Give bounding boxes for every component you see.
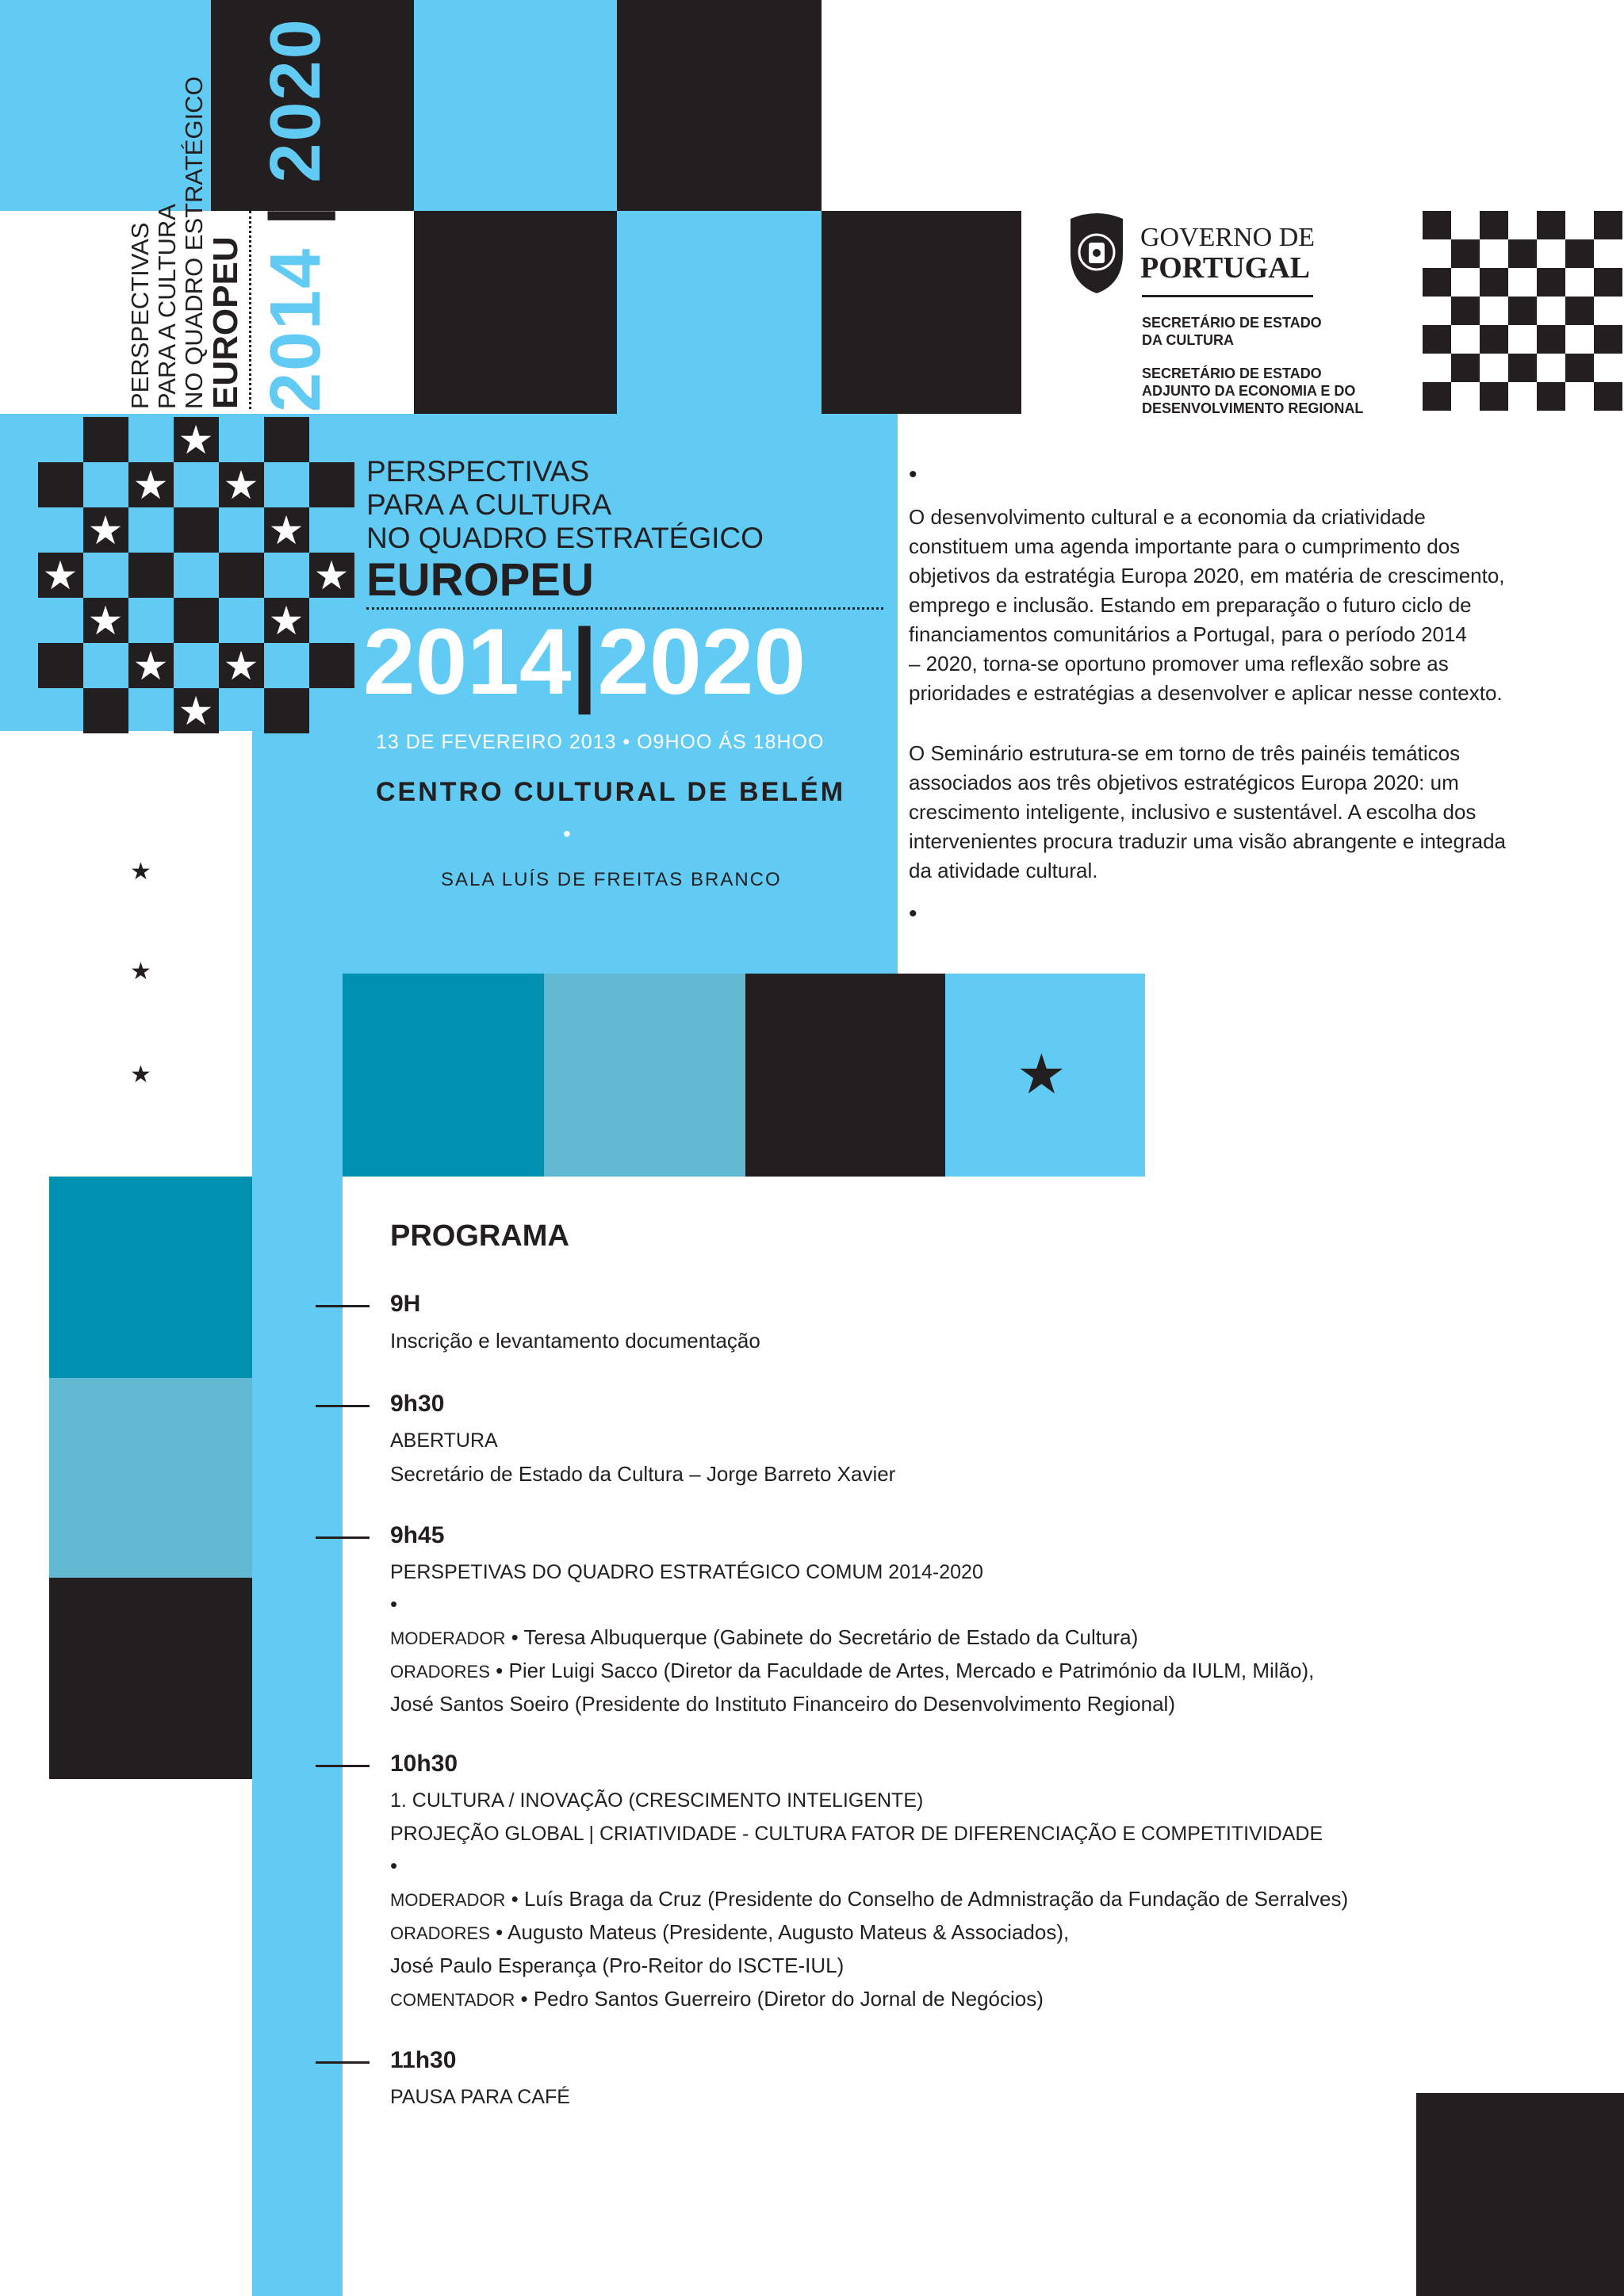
svg-text:★: ★ bbox=[87, 598, 124, 644]
program-oradores-cont: José Santos Soeiro (Presidente do Instituto Financeiro do Desenvolvimento Regional) bbox=[390, 1692, 1175, 1716]
hero-title bbox=[366, 455, 764, 606]
star-checkerboard bbox=[38, 417, 355, 734]
hero-year-start: 2014 bbox=[363, 610, 572, 714]
program-subtitle: PROJEÇÃO GLOBAL | CRIATIVIDADE - CULTURA FATOR DE DIFERENCIAÇÃO E COMPETITIVIDADE bbox=[390, 1823, 1323, 1845]
block-top-black-2 bbox=[617, 0, 822, 211]
program-oradores bbox=[390, 1654, 1314, 1689]
svg-text:★: ★ bbox=[268, 598, 304, 644]
program-moderador bbox=[390, 1621, 1138, 1655]
role-text: • Pedro Santos Guerreiro (Diretor do Jornal de Negócios) bbox=[515, 1987, 1044, 2011]
small-checkerboard bbox=[1423, 211, 1624, 414]
program-text: Secretário de Estado da Cultura – Jorge Barreto Xavier bbox=[390, 1462, 896, 1486]
star-icon: ★ bbox=[1017, 1043, 1067, 1105]
gov-dept1 bbox=[1142, 314, 1322, 349]
svg-text:★: ★ bbox=[268, 507, 304, 553]
vertical-dotted-divider bbox=[249, 211, 251, 409]
event-date: 13 DE FEVEREIRO 2013 • O9HOO ÁS 18HOO bbox=[376, 731, 825, 753]
intro-p1-line: financiamentos comunitários a Portugal, para o período 2014 bbox=[909, 622, 1467, 646]
hero-panel-lower bbox=[252, 731, 898, 974]
program-item-marker bbox=[316, 1765, 370, 1767]
vertical-line2: PARA A CULTURA bbox=[153, 204, 181, 409]
vertical-years: 2014 | 2020 bbox=[256, 17, 335, 412]
intro-p2-line: O Seminário estrutura-se em torno de três painéis temáticos bbox=[909, 741, 1461, 765]
event-venue: CENTRO CULTURAL DE BELÉM bbox=[376, 777, 846, 807]
role-label: COMENTADOR bbox=[390, 1990, 515, 2010]
intro-p1-line: – 2020, torna-se oportuno promover uma reflexão sobre as bbox=[909, 652, 1449, 675]
intro-p1-line: emprego e inclusão. Estando em preparação o futuro ciclo de bbox=[909, 593, 1472, 617]
gov-dept2-line1: SECRETÁRIO DE ESTADO bbox=[1142, 365, 1322, 381]
vertical-line1: PERSPECTIVAS bbox=[126, 222, 154, 409]
intro-paragraph-2 bbox=[909, 739, 1506, 886]
intro-p1-line: constituem uma agenda importante para o cumprimento dos bbox=[909, 534, 1461, 558]
gov-line1: GOVERNO DE bbox=[1140, 223, 1316, 252]
star-icon: ★ bbox=[130, 1062, 151, 1088]
checker-svg bbox=[38, 417, 355, 734]
svg-text:★: ★ bbox=[178, 417, 214, 463]
block-row2-black-2 bbox=[822, 211, 1021, 414]
hero-line2: PARA A CULTURA bbox=[366, 488, 612, 521]
intro-p2-line: crescimento inteligente, inclusivo e sustentável. A escolha dos bbox=[909, 800, 1477, 824]
program-time: 9h45 bbox=[390, 1522, 445, 1548]
program-title: ABERTURA bbox=[390, 1429, 498, 1452]
intro-p2-line: intervenientes procura traduzir uma visão abrangente e integrada bbox=[909, 829, 1507, 853]
svg-text:★: ★ bbox=[223, 643, 259, 689]
gov-dept2-line3: DESENVOLVIMENTO REGIONAL bbox=[1142, 400, 1364, 416]
intro-p1-line: objetivos da estratégia Europa 2020, em matéria de crescimento, bbox=[909, 564, 1505, 587]
block-top-blue-2 bbox=[414, 0, 617, 211]
swatch-light-teal bbox=[544, 974, 745, 1177]
svg-text:★: ★ bbox=[132, 462, 169, 508]
svg-text:★: ★ bbox=[87, 507, 124, 553]
role-text: • Luís Braga da Cruz (Presidente do Conselho de Admnistração da Fundação de Serralves) bbox=[505, 1887, 1349, 1911]
vertical-year-end: 2020 bbox=[256, 17, 335, 183]
vertical-brand-thin bbox=[127, 76, 208, 409]
gov-line2: PORTUGAL bbox=[1140, 251, 1311, 285]
intro-p2-line: da atividade cultural. bbox=[909, 859, 1098, 882]
portugal-coat-of-arms-icon bbox=[1066, 211, 1128, 295]
role-label: MODERADOR bbox=[390, 1890, 506, 1910]
left-block-light-teal bbox=[49, 1378, 252, 1578]
hero-line1: PERSPECTIVAS bbox=[366, 455, 590, 488]
left-vertical-strip bbox=[252, 974, 343, 2296]
hero-years: 2014|2020 bbox=[363, 610, 806, 714]
gov-dept1-line2: DA CULTURA bbox=[1142, 332, 1234, 348]
svg-text:★: ★ bbox=[313, 553, 350, 599]
role-label: MODERADOR bbox=[390, 1628, 506, 1648]
role-label: ORADORES bbox=[390, 1662, 490, 1682]
hero-europeu: EUROPEU bbox=[366, 554, 594, 606]
intro-paragraph-1 bbox=[909, 503, 1505, 708]
vertical-line3: NO QUADRO ESTRATÉGICO bbox=[180, 76, 208, 409]
left-block-teal bbox=[49, 1177, 252, 1378]
program-time: 11h30 bbox=[390, 2047, 457, 2073]
role-text: • Augusto Mateus (Presidente, Augusto Mateus & Associados), bbox=[489, 1920, 1070, 1944]
program-oradores-cont: José Paulo Esperança (Pro-Reitor do ISCTE-IUL) bbox=[390, 1954, 845, 1977]
swatch-teal bbox=[343, 974, 544, 1177]
vertical-brand-europeu bbox=[206, 236, 246, 409]
role-text: • Pier Luigi Sacco (Diretor da Faculdade de Artes, Mercado e Património da IULM, Milão), bbox=[489, 1659, 1315, 1682]
swatch-black bbox=[745, 974, 945, 1177]
program-bullet: • bbox=[390, 1592, 398, 1616]
program-item-marker bbox=[316, 1405, 370, 1407]
svg-text:★: ★ bbox=[132, 643, 169, 689]
intro-p2-line: associados aos três objetivos estratégicos Europa 2020: um bbox=[909, 771, 1459, 794]
intro-bullet-bottom: • bbox=[909, 901, 917, 927]
program-item-marker bbox=[316, 1536, 370, 1539]
role-label: ORADORES bbox=[390, 1923, 490, 1943]
program-heading: PROGRAMA bbox=[390, 1219, 569, 1253]
svg-text:★: ★ bbox=[223, 462, 259, 508]
intro-p1-line: prioridades e estratégias a desenvolver e aplicar nesse contexto. bbox=[909, 681, 1503, 705]
gov-dept2-line2: ADJUNTO DA ECONOMIA E DO bbox=[1142, 383, 1356, 399]
program-comentador bbox=[390, 1982, 1044, 2017]
program-oradores bbox=[390, 1915, 1069, 1950]
program-item-marker bbox=[316, 2061, 370, 2064]
hero-line3: NO QUADRO ESTRATÉGICO bbox=[366, 522, 764, 554]
program-time: 9h30 bbox=[390, 1391, 445, 1417]
gov-divider bbox=[1142, 295, 1313, 297]
vertical-europeu: EUROPEU bbox=[206, 236, 245, 409]
program-title: 1. CULTURA / INOVAÇÃO (CRESCIMENTO INTELIGENTE) bbox=[390, 1789, 924, 1812]
svg-text:★: ★ bbox=[178, 688, 214, 734]
program-title: PERSPETIVAS DO QUADRO ESTRATÉGICO COMUM 2014-2020 bbox=[390, 1561, 983, 1583]
program-moderador bbox=[390, 1882, 1348, 1917]
block-row2-blue bbox=[617, 211, 822, 414]
block-row2-black-1 bbox=[414, 211, 617, 414]
program-time: 10h30 bbox=[390, 1751, 458, 1777]
gov-dept1-line1: SECRETÁRIO DE ESTADO bbox=[1142, 315, 1322, 331]
event-bullet: • bbox=[563, 821, 571, 846]
role-text: • Teresa Albuquerque (Gabinete do Secretário de Estado da Cultura) bbox=[505, 1625, 1139, 1649]
program-bullet: • bbox=[390, 1854, 398, 1877]
svg-text:★: ★ bbox=[42, 553, 79, 599]
left-block-black bbox=[49, 1578, 252, 1779]
hero-year-end: 2020 bbox=[597, 610, 806, 714]
gov-dept2 bbox=[1142, 365, 1363, 417]
event-room: SALA LUÍS DE FREITAS BRANCO bbox=[441, 869, 782, 890]
intro-bullet-top: • bbox=[909, 461, 917, 488]
program-item-marker bbox=[316, 1305, 370, 1307]
government-name bbox=[1140, 224, 1315, 284]
program-text: Inscrição e levantamento documentação bbox=[390, 1329, 760, 1353]
intro-p1-line: O desenvolvimento cultural e a economia da criatividade bbox=[909, 505, 1426, 529]
program-time: 9H bbox=[390, 1291, 421, 1317]
star-icon: ★ bbox=[130, 859, 151, 885]
program-title: PAUSA PARA CAFÉ bbox=[390, 2086, 570, 2108]
bottom-right-block bbox=[1416, 2093, 1624, 2296]
vertical-year-start: 2014 bbox=[256, 247, 335, 412]
star-icon: ★ bbox=[130, 959, 151, 985]
